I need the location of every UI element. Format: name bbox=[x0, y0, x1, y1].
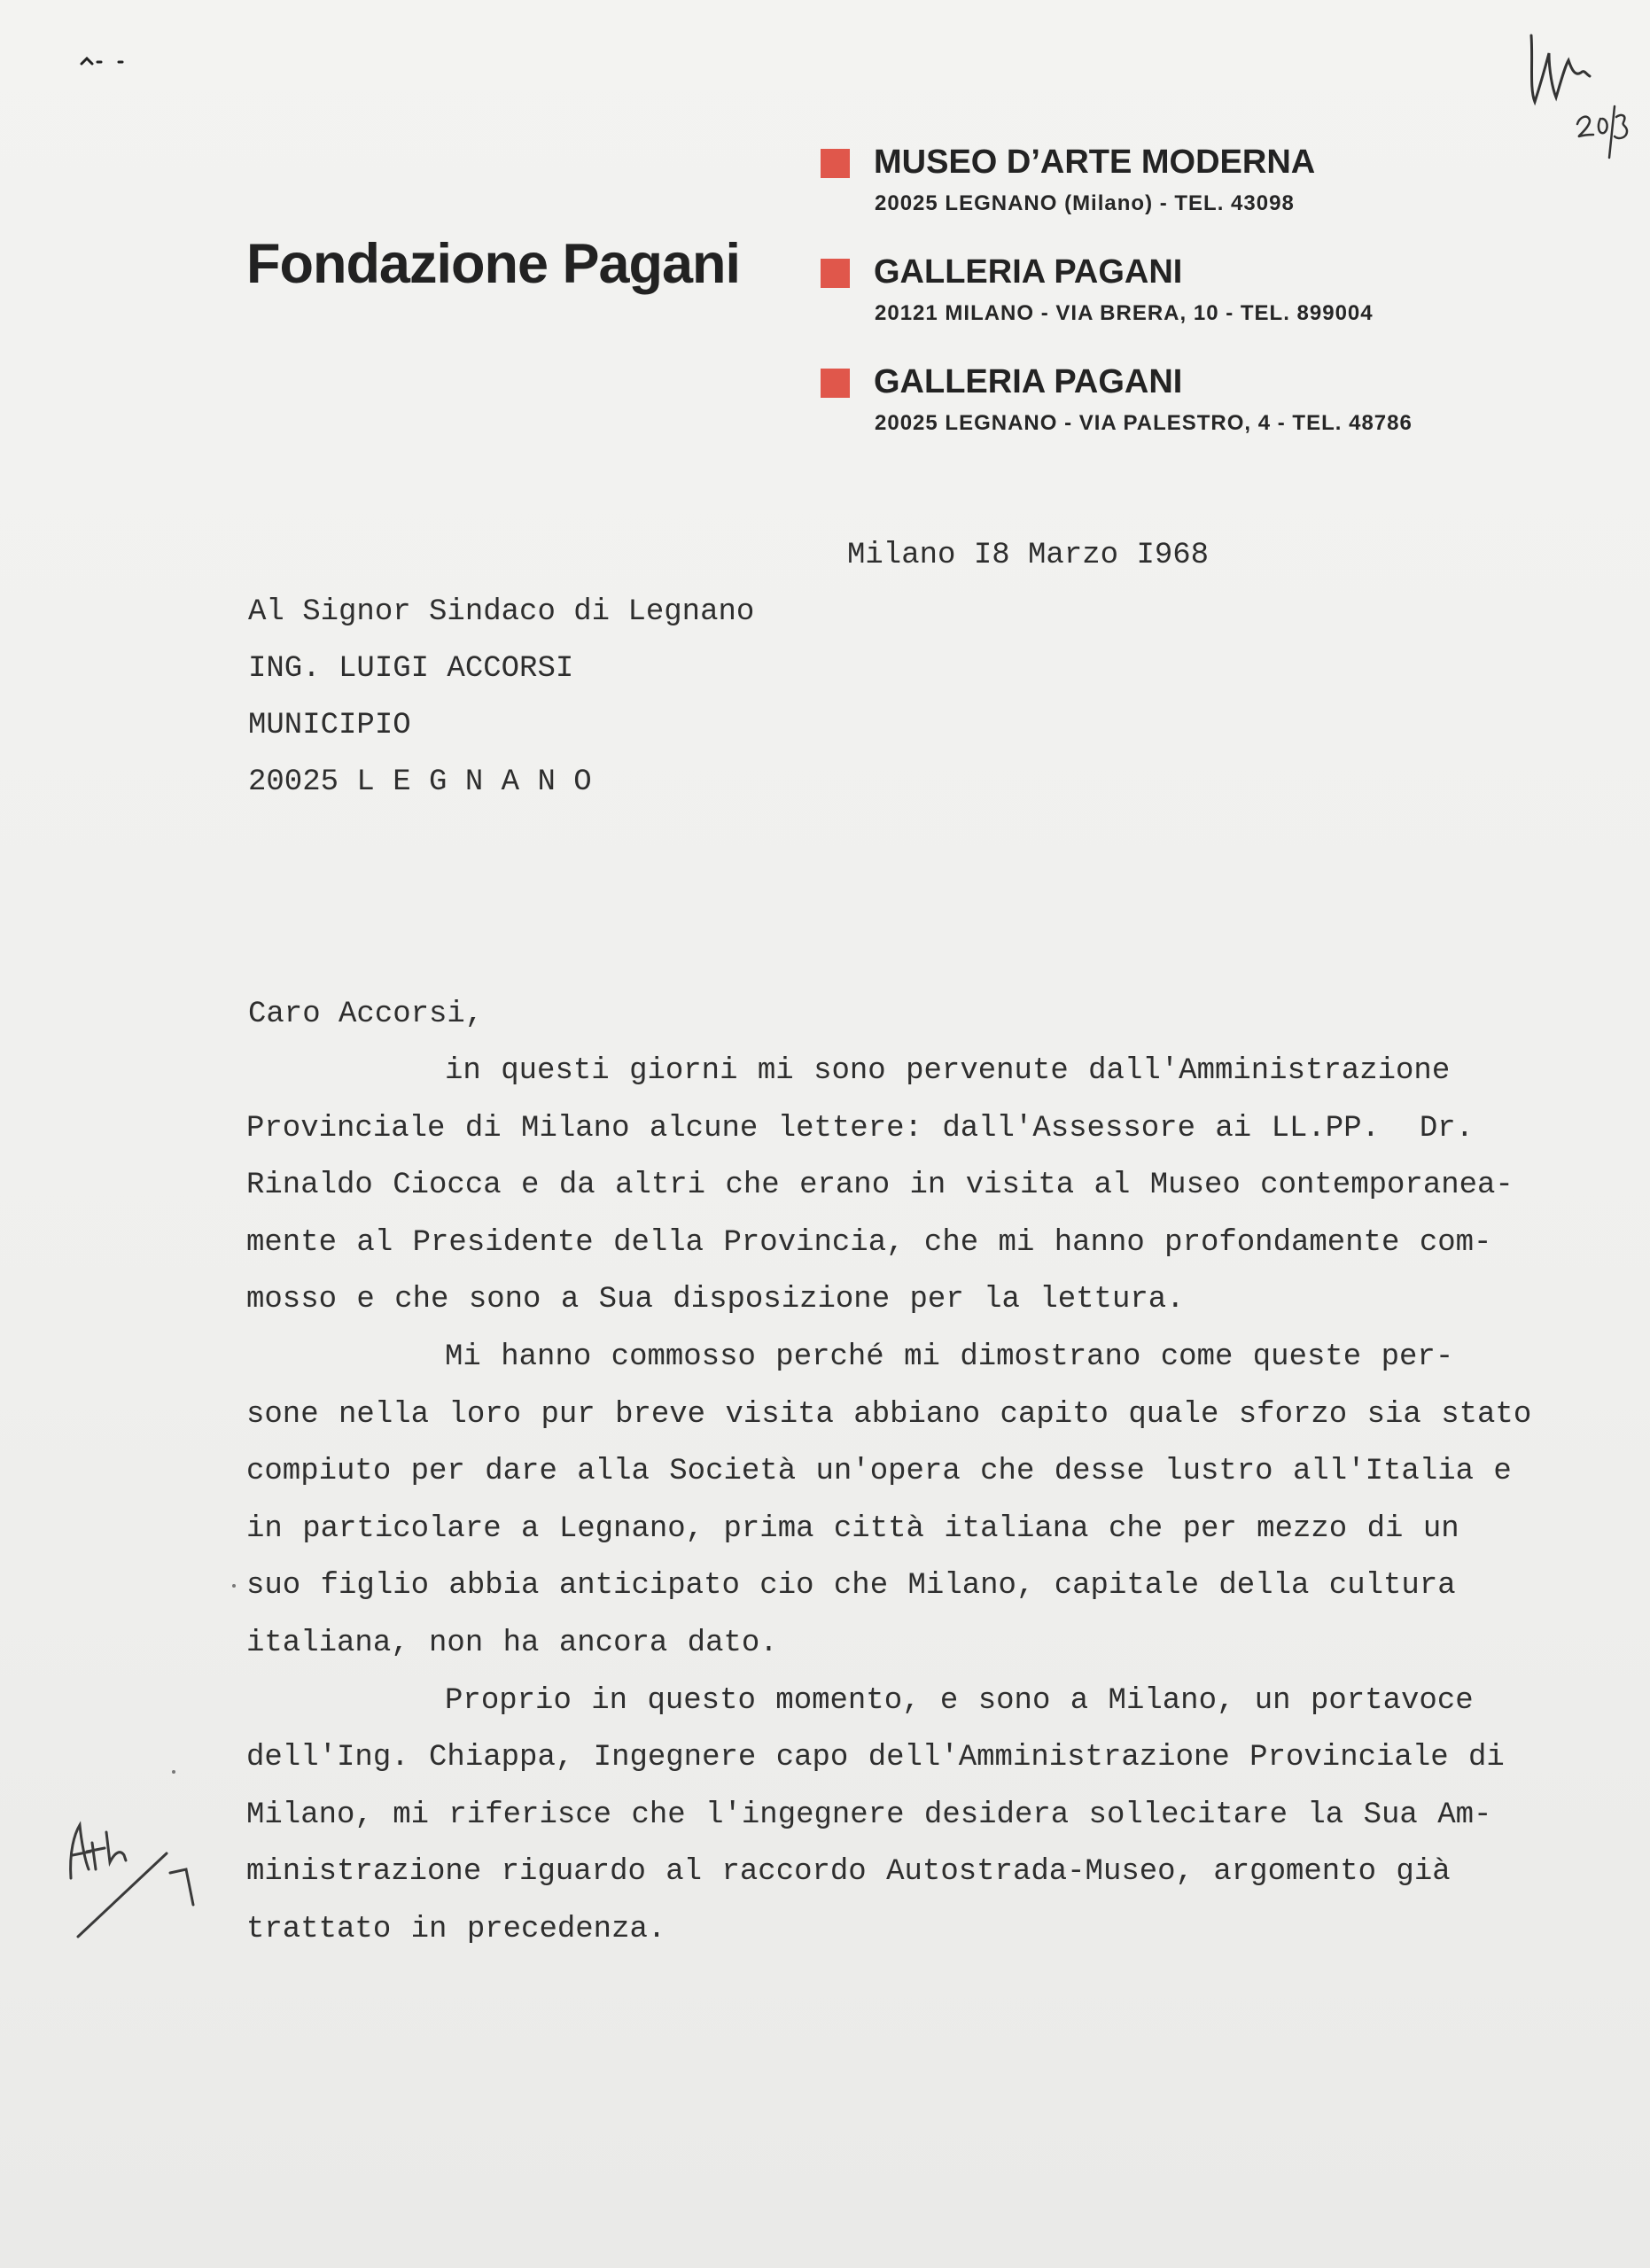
institution-address: 20121 MILANO - VIA BRERA, 10 - TEL. 899004 bbox=[875, 301, 1374, 325]
body-line: compiuto per dare alla Società un'opera che desse lustro all'Italia e bbox=[246, 1455, 1512, 1488]
institution-name: MUSEO D’ARTE MODERNA bbox=[874, 144, 1316, 181]
body-line: sone nella loro pur breve visita abbiano capito quale sforzo sia stato bbox=[246, 1398, 1532, 1432]
foundation-name: Fondazione Pagani bbox=[246, 233, 741, 295]
handwritten-margin-note-icon bbox=[53, 1781, 213, 1949]
body-line: dell'Ing. Chiappa, Ingegnere capo dell'Amministrazione Provinciale di bbox=[246, 1741, 1505, 1775]
body-line: Rinaldo Ciocca e da altri che erano in visita al Museo contemporanea- bbox=[246, 1169, 1514, 1202]
body-line: in questi giorni mi sono pervenute dall'Amministrazione bbox=[246, 1054, 1451, 1088]
body-line: Milano, mi riferisce che l'ingegnere desidera sollecitare la Sua Am- bbox=[246, 1798, 1492, 1832]
recipient-line: Al Signor Sindaco di Legnano bbox=[248, 595, 755, 629]
date-line: Milano I8 Marzo I968 bbox=[847, 539, 1210, 572]
body-line: Proprio in questo momento, e sono a Milano, un portavoce bbox=[246, 1684, 1474, 1718]
institution-name: GALLERIA PAGANI bbox=[874, 253, 1183, 291]
red-square-marker-icon bbox=[821, 369, 850, 398]
body-line: Mi hanno commosso perché mi dimostrano come queste per- bbox=[246, 1340, 1454, 1374]
stray-mark bbox=[232, 1584, 236, 1588]
corner-mark-icon bbox=[78, 53, 131, 71]
recipient-line: 20025 L E G N A N O bbox=[248, 765, 592, 799]
recipient-line: MUNICIPIO bbox=[248, 709, 411, 742]
handwritten-initials-icon bbox=[1522, 18, 1638, 168]
body-line: mosso e che sono a Sua disposizione per la lettura. bbox=[246, 1283, 1185, 1317]
institution-name: GALLERIA PAGANI bbox=[874, 363, 1183, 400]
institution-address: 20025 LEGNANO (Milano) - TEL. 43098 bbox=[875, 191, 1295, 215]
salutation: Caro Accorsi, bbox=[248, 998, 484, 1031]
body-line: Provinciale di Milano alcune lettere: dall'Assessore ai LL.PP. Dr. bbox=[246, 1112, 1475, 1146]
stray-mark bbox=[172, 1770, 175, 1774]
body-line: mente al Presidente della Provincia, che mi hanno profondamente com- bbox=[246, 1226, 1492, 1260]
body-line: italiana, non ha ancora dato. bbox=[246, 1627, 778, 1660]
institution-address: 20025 LEGNANO - VIA PALESTRO, 4 - TEL. 48786 bbox=[875, 411, 1413, 435]
recipient-line: ING. LUIGI ACCORSI bbox=[248, 652, 574, 686]
red-square-marker-icon bbox=[821, 149, 850, 178]
body-line: ministrazione riguardo al raccordo Autostrada-Museo, argomento già bbox=[246, 1855, 1451, 1889]
body-line: suo figlio abbia anticipato cio che Milano, capitale della cultura bbox=[246, 1569, 1456, 1603]
body-line: trattato in precedenza. bbox=[246, 1913, 666, 1946]
red-square-marker-icon bbox=[821, 259, 850, 288]
body-line: in particolare a Legnano, prima città italiana che per mezzo di un bbox=[246, 1512, 1459, 1546]
